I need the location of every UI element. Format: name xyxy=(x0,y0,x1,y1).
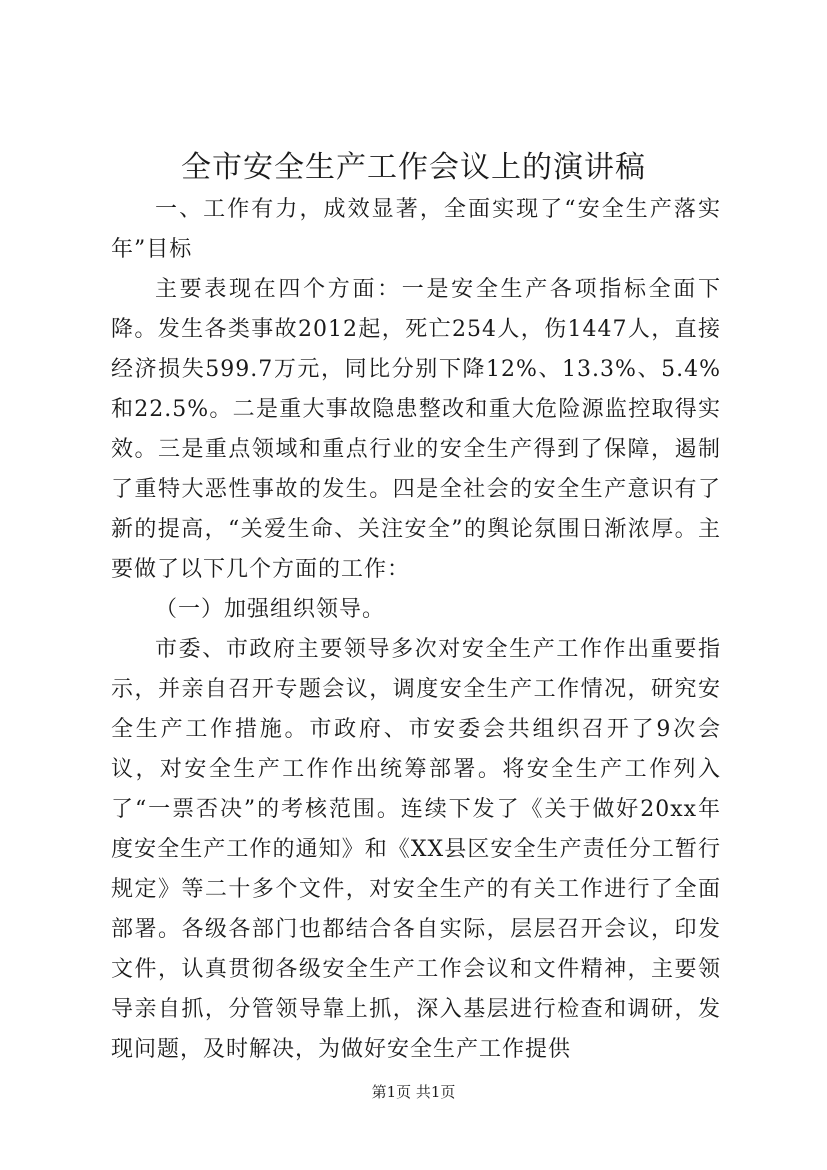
document-title: 全市安全生产工作会议上的演讲稿 xyxy=(181,150,646,185)
body-paragraph: 市委、市政府主要领导多次对安全生产工作作出重要指示，并亲自召开专题会议，调度安全生产工作情况，研究安全生产工作措施。市政府、市安委会共组织召开了9次会议，对安全生产工作作出统筹部署。将安全生产工作列入了“一票否决”的考核范围。连续下发了《关于做好20xx年度安全生产工作的通知》和《XX县区安全生产责任分工暂行规定》等二十多个文件，对安全生产的有关工作进行了全面部署。各级各部门也都结合各自实际，层层召开会议，印发文件，认真贯彻各级安全生产工作会议和文件精神，主要领导亲自抓，分管领导靠上抓，深入基层进行检查和调研，发现问题，及时解决，为做好安全生产工作提供 xyxy=(111,637,721,1062)
section-heading-1: 一、工作有力，成效显著，全面实现了“安全生产落实年”目标 xyxy=(111,197,721,262)
page-footer: 第1页 共1页 xyxy=(371,1083,456,1101)
body-paragraph: 主要表现在四个方面：一是安全生产各项指标全面下降。发生各类事故2012起，死亡254人，伤1447人，直接经济损失599.7万元，同比分别下降12%、13.3%、5.4%和22.5%。二是重大事故隐患整改和重大危险源监控取得实效。三是重点领域和重点行业的安全生产得到了保障，遏制了重特大恶性事故的发生。四是全社会的安全生产意识有了新的提高，“关爱生命、关注安全”的舆论氛围日渐浓厚。主要做了以下几个方面的工作： xyxy=(111,277,721,582)
subsection-heading-1: （一）加强组织领导。 xyxy=(155,597,386,622)
document-body xyxy=(111,170,721,1070)
